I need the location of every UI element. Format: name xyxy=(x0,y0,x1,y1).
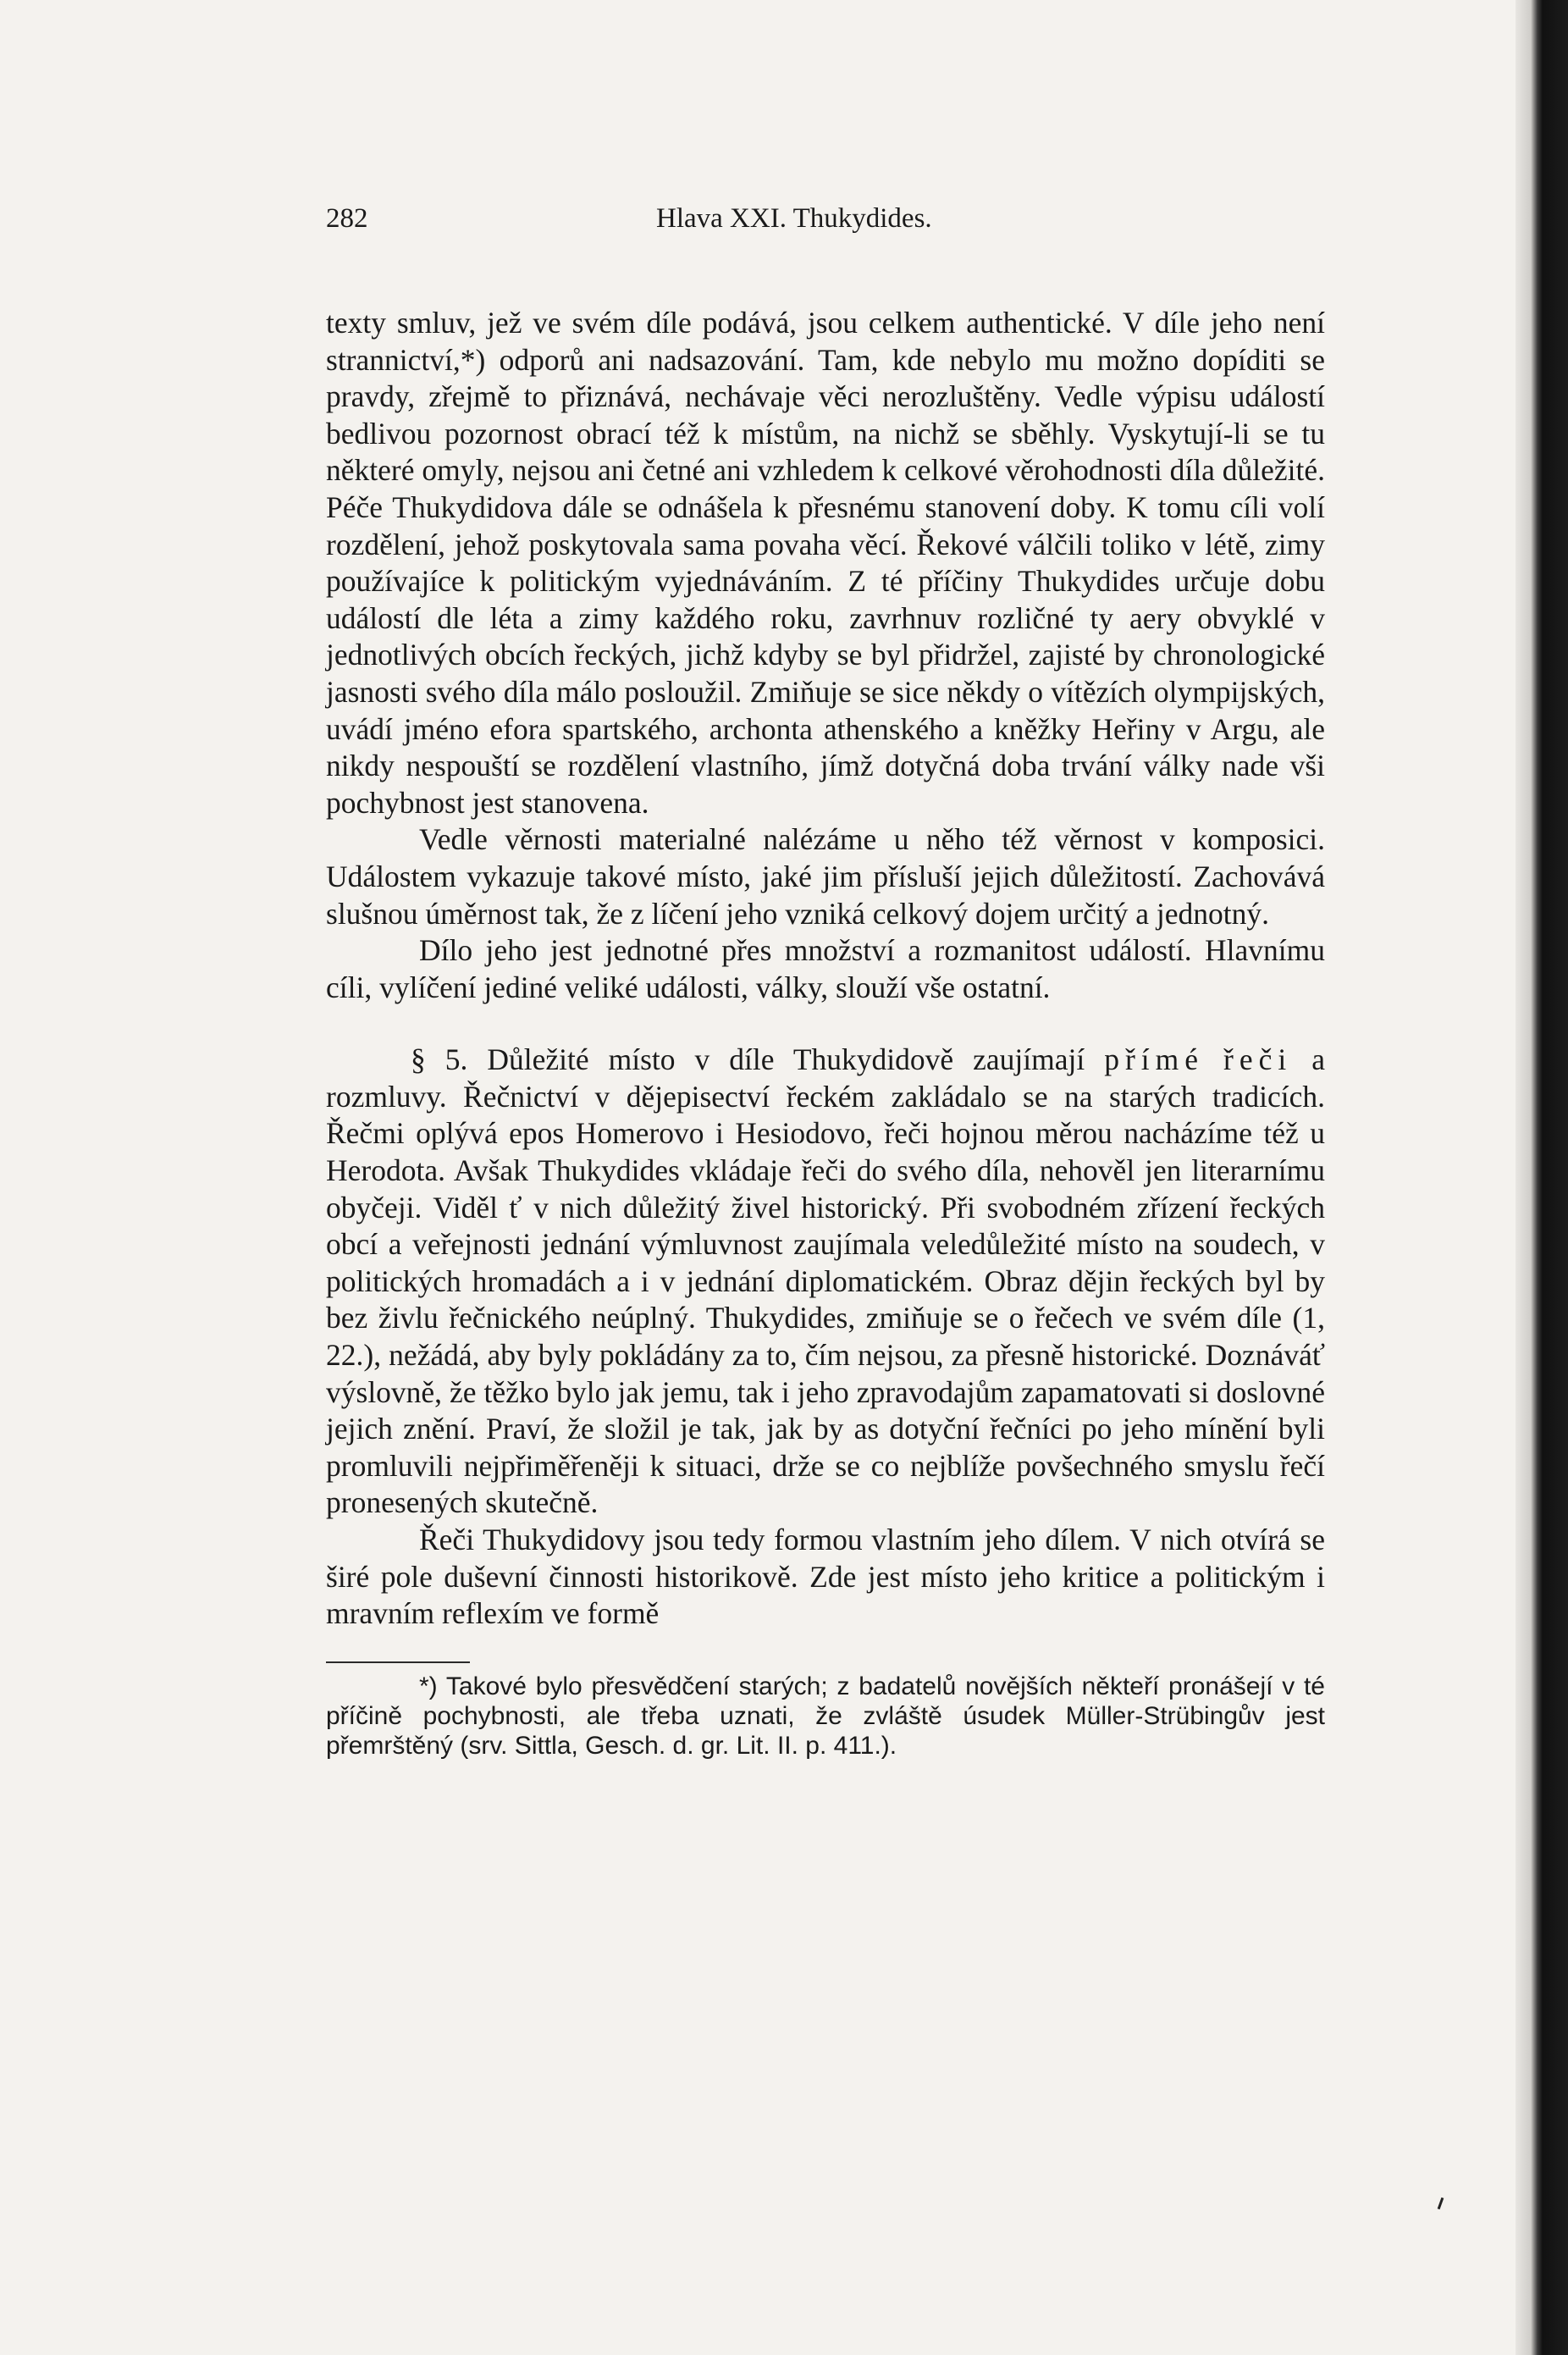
scan-mark xyxy=(1438,2197,1444,2209)
page-header xyxy=(326,195,1325,246)
emphasis-text: řeči xyxy=(1223,1042,1293,1077)
paragraph: texty smluv, jež ve svém díle podává, jsou celkem authentické. V díle jeho není strannictví,*) odporů ani nadsazování. Tam, kde nebylo mu možno dopíditi se pravdy, zřejmě to přiznává, nechávaje věci nerozluštěny. Vedle výpisu událostí bedlivou pozornost obrací též k místům, na nichž se sběhly. Vyskytují-li se tu některé omyly, nejsou ani četné ani vzhledem k celkové věrohodnosti díla důležité. Péče Thukydidova dále se odnášela k přesnému stanovení doby. K tomu cíli volí rozdělení, jehož poskytovala sama povaha věcí. Řekové válčili toliko v létě, zimy používajíce k politickým vyjednáváním. Z té příčiny Thukydides určuje dobu událostí dle léta a zimy každého roku, zavrhnuv rozličné ty aery obvyklé v jednotlivých obcích řeckých, jichž kdyby se byl přidržel, zajisté by chronologické jasnosti svého díla málo posloužil. Zmiňuje se sice někdy o vítězích olympijských, uvádí jméno efora spartského, archonta athenského a kněžky Heřiny v Argu, ale nikdy nespouští se rozdělení vlastního, jímž dotyčná doba trvání války nade vši pochybnost jest stanovena. xyxy=(326,306,1325,820)
section-paragraph xyxy=(326,1042,1325,1522)
body-text xyxy=(326,305,1325,1633)
scan-page-edge xyxy=(1516,0,1568,2355)
section-text: a rozmluvy. Řečnictví v dějepisectví řeckém zakládalo se na starých tradicích. Řečmi oplývá epos Homerovo i Hesiodovo, řeči hojnou měrou nacházíme též u Herodota. Avšak Thukydides vkládaje řeči do svého díla, nehověl jen literarnímu obyčeji. Viděl ť v nich důležitý živel historický. Při svobodném zřízení řeckých obcí a veřejnosti jednání výmluvnost zaujímala veledůležité místo na soudech, v politických hromadách a i v jednání diplomatickém. Obraz dějin řeckých byl by bez živlu řečnického neúplný. Thukydides, zmiňuje se o řečech ve svém díle (1, 22.), nežádá, aby byly pokládány za to, čím nejsou, za přesně historické. Doznáváť výslovně, že těžko bylo jak jemu, tak i jeho zpravodajům zapamatovati si doslovné jejich znění. Praví, že složil je tak, jak by as dotyční řečníci po jeho mínění byli promluvili nejpřiměřeněji k situaci, drže se co nejblíže povšechného smyslu řečí pronesených skutečně. xyxy=(326,1042,1326,1520)
paragraph: Dílo jeho jest jednotné přes množství a rozmanitost událostí. Hlavnímu cíli, vylíčení jediné veliké události, války, slouží vše ostatní. xyxy=(326,933,1325,1004)
paragraph: Řeči Thukydidovy jsou tedy formou vlastním jeho dílem. V nich otvírá se širé pole duševní činnosti historikově. Zde jest místo jeho kritice a politickým i mravním reflexím ve formě xyxy=(326,1523,1325,1631)
section-lead: § 5. Důležité místo v díle Thukydidově zaujímají xyxy=(411,1042,1085,1077)
running-head: Hlava XXI. Thukydides. xyxy=(656,203,932,234)
page-number: 282 xyxy=(326,203,368,234)
footnote: *) Takové bylo přesvědčení starých; z badatelů novějších někteří pronášejí v té příčině pochybnosti, ale třeba uznati, že zvláště úsudek Müller-Strübingův jest přemrštěný (srv. Sittla, Gesch. d. gr. Lit. II. p. 411.). xyxy=(326,1672,1325,1760)
emphasis-text: přímé xyxy=(1104,1042,1205,1077)
paragraph: Vedle věrnosti materialné nalézáme u něho též věrnost v komposici. Událostem vykazuje takové místo, jaké jim přísluší jejich důležitostí. Zachovává slušnou úměrnost tak, že z líčení jeho vzniká celkový dojem určitý a jednotný. xyxy=(326,822,1325,931)
footnote-divider xyxy=(326,1661,470,1663)
book-page xyxy=(326,195,1325,1761)
